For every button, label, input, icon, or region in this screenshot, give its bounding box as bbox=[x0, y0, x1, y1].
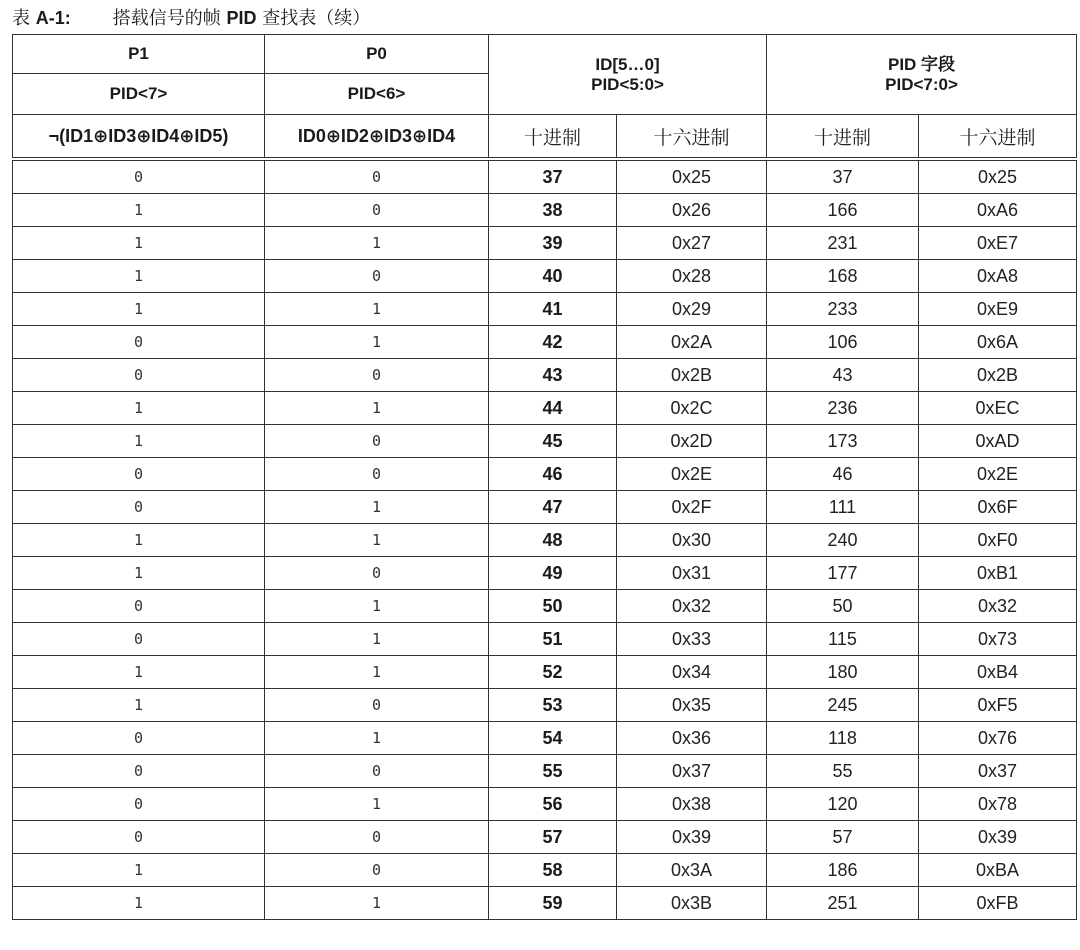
cell-pid-decimal: 186 bbox=[767, 854, 919, 887]
cell-id-decimal: 42 bbox=[489, 326, 617, 359]
table-row bbox=[13, 722, 1077, 755]
table-row bbox=[13, 689, 1077, 722]
cell-pid-decimal: 180 bbox=[767, 656, 919, 689]
cell-p1: 0 bbox=[13, 623, 265, 656]
cell-p1: 1 bbox=[13, 227, 265, 260]
cell-id-hex: 0x33 bbox=[617, 623, 767, 656]
caption-label: A-1: bbox=[35, 8, 71, 28]
cell-id-decimal: 57 bbox=[489, 821, 617, 854]
cell-p0: 1 bbox=[265, 656, 489, 689]
table-row bbox=[13, 656, 1077, 689]
header-pid-line2: PID<7:0> bbox=[885, 74, 958, 94]
cell-id-decimal: 49 bbox=[489, 557, 617, 590]
table-row bbox=[13, 359, 1077, 392]
cell-pid-decimal: 106 bbox=[767, 326, 919, 359]
table-row bbox=[13, 194, 1077, 227]
header-p0-sub: PID<6> bbox=[265, 74, 489, 115]
table-header bbox=[13, 35, 1077, 160]
cell-pid-hex: 0xFB bbox=[919, 887, 1077, 920]
cell-p1: 1 bbox=[13, 392, 265, 425]
cell-pid-hex: 0x25 bbox=[919, 159, 1077, 194]
cell-p1: 1 bbox=[13, 524, 265, 557]
cell-p1: 1 bbox=[13, 887, 265, 920]
cell-pid-hex: 0xA8 bbox=[919, 260, 1077, 293]
cell-pid-hex: 0x37 bbox=[919, 755, 1077, 788]
cell-p0: 0 bbox=[265, 557, 489, 590]
cell-id-hex: 0x36 bbox=[617, 722, 767, 755]
cell-id-decimal: 56 bbox=[489, 788, 617, 821]
cell-pid-decimal: 177 bbox=[767, 557, 919, 590]
cell-p1: 0 bbox=[13, 821, 265, 854]
cell-id-decimal: 44 bbox=[489, 392, 617, 425]
header-p0: P0 bbox=[265, 35, 489, 74]
cell-p0: 0 bbox=[265, 689, 489, 722]
table-row bbox=[13, 590, 1077, 623]
header-id-decimal: 十进制 bbox=[489, 115, 617, 160]
table-body bbox=[13, 159, 1077, 920]
cell-p0: 1 bbox=[265, 326, 489, 359]
cell-id-hex: 0x31 bbox=[617, 557, 767, 590]
header-id-group bbox=[489, 35, 767, 115]
cell-p0: 1 bbox=[265, 623, 489, 656]
cell-pid-hex: 0x2E bbox=[919, 458, 1077, 491]
cell-pid-hex: 0xB4 bbox=[919, 656, 1077, 689]
cell-pid-hex: 0x6F bbox=[919, 491, 1077, 524]
cell-p0: 0 bbox=[265, 159, 489, 194]
caption-title-pid: PID bbox=[226, 8, 257, 28]
cell-p0: 1 bbox=[265, 788, 489, 821]
cell-pid-decimal: 37 bbox=[767, 159, 919, 194]
cell-pid-decimal: 120 bbox=[767, 788, 919, 821]
cell-pid-decimal: 115 bbox=[767, 623, 919, 656]
cell-p0: 0 bbox=[265, 359, 489, 392]
cell-pid-hex: 0x32 bbox=[919, 590, 1077, 623]
cell-id-hex: 0x2E bbox=[617, 458, 767, 491]
cell-id-hex: 0x34 bbox=[617, 656, 767, 689]
header-id-line1: ID[5…0] bbox=[595, 54, 660, 74]
table-caption bbox=[12, 4, 370, 32]
cell-id-decimal: 41 bbox=[489, 293, 617, 326]
cell-p1: 0 bbox=[13, 722, 265, 755]
cell-pid-hex: 0xA6 bbox=[919, 194, 1077, 227]
cell-id-decimal: 51 bbox=[489, 623, 617, 656]
cell-id-hex: 0x27 bbox=[617, 227, 767, 260]
cell-p0: 0 bbox=[265, 458, 489, 491]
cell-pid-decimal: 111 bbox=[767, 491, 919, 524]
cell-id-decimal: 39 bbox=[489, 227, 617, 260]
cell-p1: 1 bbox=[13, 854, 265, 887]
cell-id-hex: 0x3B bbox=[617, 887, 767, 920]
cell-p0: 0 bbox=[265, 821, 489, 854]
cell-id-decimal: 37 bbox=[489, 159, 617, 194]
cell-id-decimal: 55 bbox=[489, 755, 617, 788]
cell-pid-decimal: 118 bbox=[767, 722, 919, 755]
cell-p1: 0 bbox=[13, 788, 265, 821]
table-row bbox=[13, 392, 1077, 425]
cell-p1: 0 bbox=[13, 159, 265, 194]
cell-id-hex: 0x38 bbox=[617, 788, 767, 821]
cell-pid-decimal: 233 bbox=[767, 293, 919, 326]
header-pid-line1: PID 字段 bbox=[887, 54, 956, 74]
caption-prefix: 表 bbox=[12, 8, 30, 29]
cell-id-decimal: 43 bbox=[489, 359, 617, 392]
cell-id-decimal: 52 bbox=[489, 656, 617, 689]
cell-pid-hex: 0x39 bbox=[919, 821, 1077, 854]
cell-pid-hex: 0xEC bbox=[919, 392, 1077, 425]
cell-p1: 1 bbox=[13, 260, 265, 293]
cell-id-decimal: 53 bbox=[489, 689, 617, 722]
cell-pid-hex: 0x78 bbox=[919, 788, 1077, 821]
table-row bbox=[13, 788, 1077, 821]
cell-id-decimal: 54 bbox=[489, 722, 617, 755]
cell-id-hex: 0x32 bbox=[617, 590, 767, 623]
table-row bbox=[13, 524, 1077, 557]
cell-p0: 0 bbox=[265, 425, 489, 458]
cell-p0: 0 bbox=[265, 260, 489, 293]
cell-p1: 1 bbox=[13, 194, 265, 227]
cell-p1: 0 bbox=[13, 590, 265, 623]
cell-pid-hex: 0xB1 bbox=[919, 557, 1077, 590]
cell-p0: 1 bbox=[265, 524, 489, 557]
header-pid-group bbox=[767, 35, 1077, 115]
cell-pid-decimal: 43 bbox=[767, 359, 919, 392]
cell-id-decimal: 48 bbox=[489, 524, 617, 557]
table-row bbox=[13, 326, 1077, 359]
cell-p1: 1 bbox=[13, 293, 265, 326]
cell-pid-hex: 0x73 bbox=[919, 623, 1077, 656]
header-p1: P1 bbox=[13, 35, 265, 74]
cell-p1: 1 bbox=[13, 689, 265, 722]
cell-p0: 0 bbox=[265, 194, 489, 227]
header-id-hex: 十六进制 bbox=[617, 115, 767, 160]
cell-id-hex: 0x30 bbox=[617, 524, 767, 557]
cell-p1: 0 bbox=[13, 755, 265, 788]
cell-pid-decimal: 236 bbox=[767, 392, 919, 425]
cell-id-hex: 0x2C bbox=[617, 392, 767, 425]
pid-lookup-table bbox=[12, 34, 1077, 920]
cell-pid-hex: 0x76 bbox=[919, 722, 1077, 755]
cell-p0: 1 bbox=[265, 227, 489, 260]
cell-id-hex: 0x3A bbox=[617, 854, 767, 887]
table-row bbox=[13, 425, 1077, 458]
cell-p0: 1 bbox=[265, 887, 489, 920]
cell-pid-hex: 0x2B bbox=[919, 359, 1077, 392]
cell-pid-decimal: 245 bbox=[767, 689, 919, 722]
cell-p0: 0 bbox=[265, 854, 489, 887]
cell-p1: 0 bbox=[13, 326, 265, 359]
cell-pid-decimal: 166 bbox=[767, 194, 919, 227]
cell-pid-hex: 0xE9 bbox=[919, 293, 1077, 326]
cell-pid-hex: 0xBA bbox=[919, 854, 1077, 887]
table-row bbox=[13, 159, 1077, 194]
cell-pid-hex: 0xAD bbox=[919, 425, 1077, 458]
table-row bbox=[13, 293, 1077, 326]
cell-p0: 1 bbox=[265, 293, 489, 326]
cell-p0: 1 bbox=[265, 392, 489, 425]
table-row bbox=[13, 260, 1077, 293]
cell-p1: 0 bbox=[13, 359, 265, 392]
header-p0-formula: ID0⊕ID2⊕ID3⊕ID4 bbox=[265, 115, 489, 160]
caption-title-pre: 搭载信号的帧 bbox=[112, 8, 221, 29]
table-row bbox=[13, 821, 1077, 854]
header-p1-formula: ¬(ID1⊕ID3⊕ID4⊕ID5) bbox=[13, 115, 265, 160]
cell-p0: 0 bbox=[265, 755, 489, 788]
header-pid-hex: 十六进制 bbox=[919, 115, 1077, 160]
cell-pid-decimal: 50 bbox=[767, 590, 919, 623]
cell-pid-decimal: 55 bbox=[767, 755, 919, 788]
cell-pid-decimal: 168 bbox=[767, 260, 919, 293]
cell-id-hex: 0x26 bbox=[617, 194, 767, 227]
cell-id-hex: 0x25 bbox=[617, 159, 767, 194]
cell-pid-decimal: 46 bbox=[767, 458, 919, 491]
cell-pid-hex: 0x6A bbox=[919, 326, 1077, 359]
cell-id-hex: 0x28 bbox=[617, 260, 767, 293]
table-row bbox=[13, 755, 1077, 788]
table-row bbox=[13, 227, 1077, 260]
cell-id-hex: 0x2D bbox=[617, 425, 767, 458]
cell-p1: 0 bbox=[13, 491, 265, 524]
cell-p1: 0 bbox=[13, 458, 265, 491]
header-pid-decimal: 十进制 bbox=[767, 115, 919, 160]
cell-p0: 1 bbox=[265, 722, 489, 755]
cell-pid-decimal: 240 bbox=[767, 524, 919, 557]
cell-p0: 1 bbox=[265, 590, 489, 623]
cell-pid-decimal: 173 bbox=[767, 425, 919, 458]
cell-id-decimal: 47 bbox=[489, 491, 617, 524]
cell-id-decimal: 50 bbox=[489, 590, 617, 623]
cell-id-hex: 0x2F bbox=[617, 491, 767, 524]
table-row bbox=[13, 557, 1077, 590]
header-p1-sub: PID<7> bbox=[13, 74, 265, 115]
cell-pid-hex: 0xF5 bbox=[919, 689, 1077, 722]
cell-p1: 1 bbox=[13, 425, 265, 458]
caption-title-post: 查找表（续） bbox=[262, 8, 371, 29]
cell-p0: 1 bbox=[265, 491, 489, 524]
cell-pid-decimal: 231 bbox=[767, 227, 919, 260]
cell-id-hex: 0x29 bbox=[617, 293, 767, 326]
cell-id-decimal: 40 bbox=[489, 260, 617, 293]
cell-pid-decimal: 57 bbox=[767, 821, 919, 854]
table-row bbox=[13, 491, 1077, 524]
cell-id-decimal: 58 bbox=[489, 854, 617, 887]
table-row bbox=[13, 887, 1077, 920]
cell-id-decimal: 45 bbox=[489, 425, 617, 458]
table-row bbox=[13, 458, 1077, 491]
cell-id-hex: 0x2B bbox=[617, 359, 767, 392]
cell-pid-hex: 0xE7 bbox=[919, 227, 1077, 260]
cell-id-hex: 0x37 bbox=[617, 755, 767, 788]
table-row bbox=[13, 623, 1077, 656]
header-id-line2: PID<5:0> bbox=[591, 74, 664, 94]
cell-id-hex: 0x35 bbox=[617, 689, 767, 722]
cell-id-hex: 0x2A bbox=[617, 326, 767, 359]
cell-id-decimal: 46 bbox=[489, 458, 617, 491]
cell-pid-decimal: 251 bbox=[767, 887, 919, 920]
cell-p1: 1 bbox=[13, 557, 265, 590]
table-row bbox=[13, 854, 1077, 887]
cell-pid-hex: 0xF0 bbox=[919, 524, 1077, 557]
cell-id-hex: 0x39 bbox=[617, 821, 767, 854]
cell-id-decimal: 38 bbox=[489, 194, 617, 227]
cell-id-decimal: 59 bbox=[489, 887, 617, 920]
cell-p1: 1 bbox=[13, 656, 265, 689]
